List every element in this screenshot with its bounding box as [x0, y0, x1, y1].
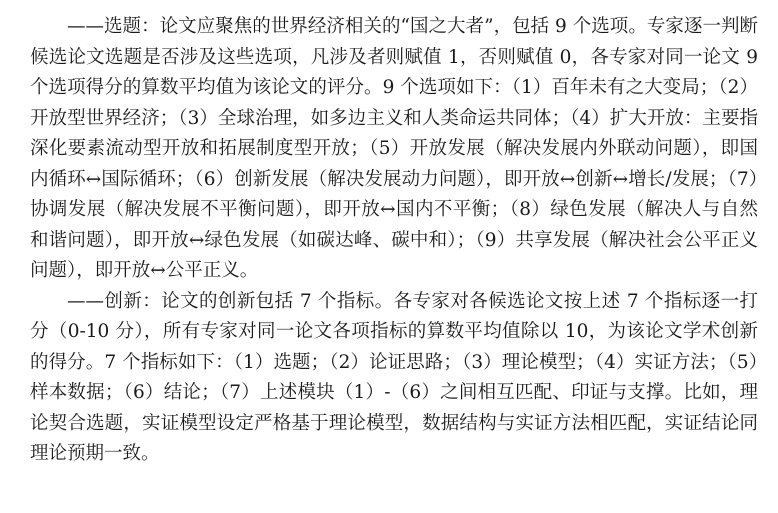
innovation-paragraph: ——创新：论文的创新包括 7 个指标。各专家对各候选论文按上述 7 个指标逐一打分（0-10 分），所有专家对同一论文各项指标的算数平均值除以 10，为该论文学术创新的得分。7 个指标如下：（1）选题；（2）论证思路；（3）理论模型；（4）实证方法；（5）样本数据；（6）结论；（7）上述模块（1）-（6）之间相互匹配、印证与支撑。比如，理论契合选题，实证模型设定严格基于理论模型，数据结构与实证方法相匹配，实证结论同理论预期一致。 [30, 290, 758, 464]
topic-selection-paragraph: ——选题：论文应聚焦的世界经济相关的“国之大者”，包括 9 个选项。专家逐一判断候选论文选题是否涉及这些选项，凡涉及者则赋值 1，否则赋值 0，各专家对同一论文 9 个选项得分的算数平均值为该论文的评分。9 个选项如下：（1）百年未有之大变局；（2）开放型世界经济；（3）全球治理，如多边主义和人类命运共同体；（4）扩大开放：主要指深化要素流动型开放和拓展制度型开放；（5）开放发展（解决发展内外联动问题），即国内循环↔国际循环；（6）创新发展（解决发展动力问题），即开放↔创新↔增长/发展；（7）协调发展（解决发展不平衡问题），即开放↔国内不平衡；（8）绿色发展（解决人与自然和谐问题），即开放↔绿色发展（如碳达峰、碳中和）；（9）共享发展（解决社会公平正义问题），即开放↔公平正义。 [30, 16, 758, 281]
